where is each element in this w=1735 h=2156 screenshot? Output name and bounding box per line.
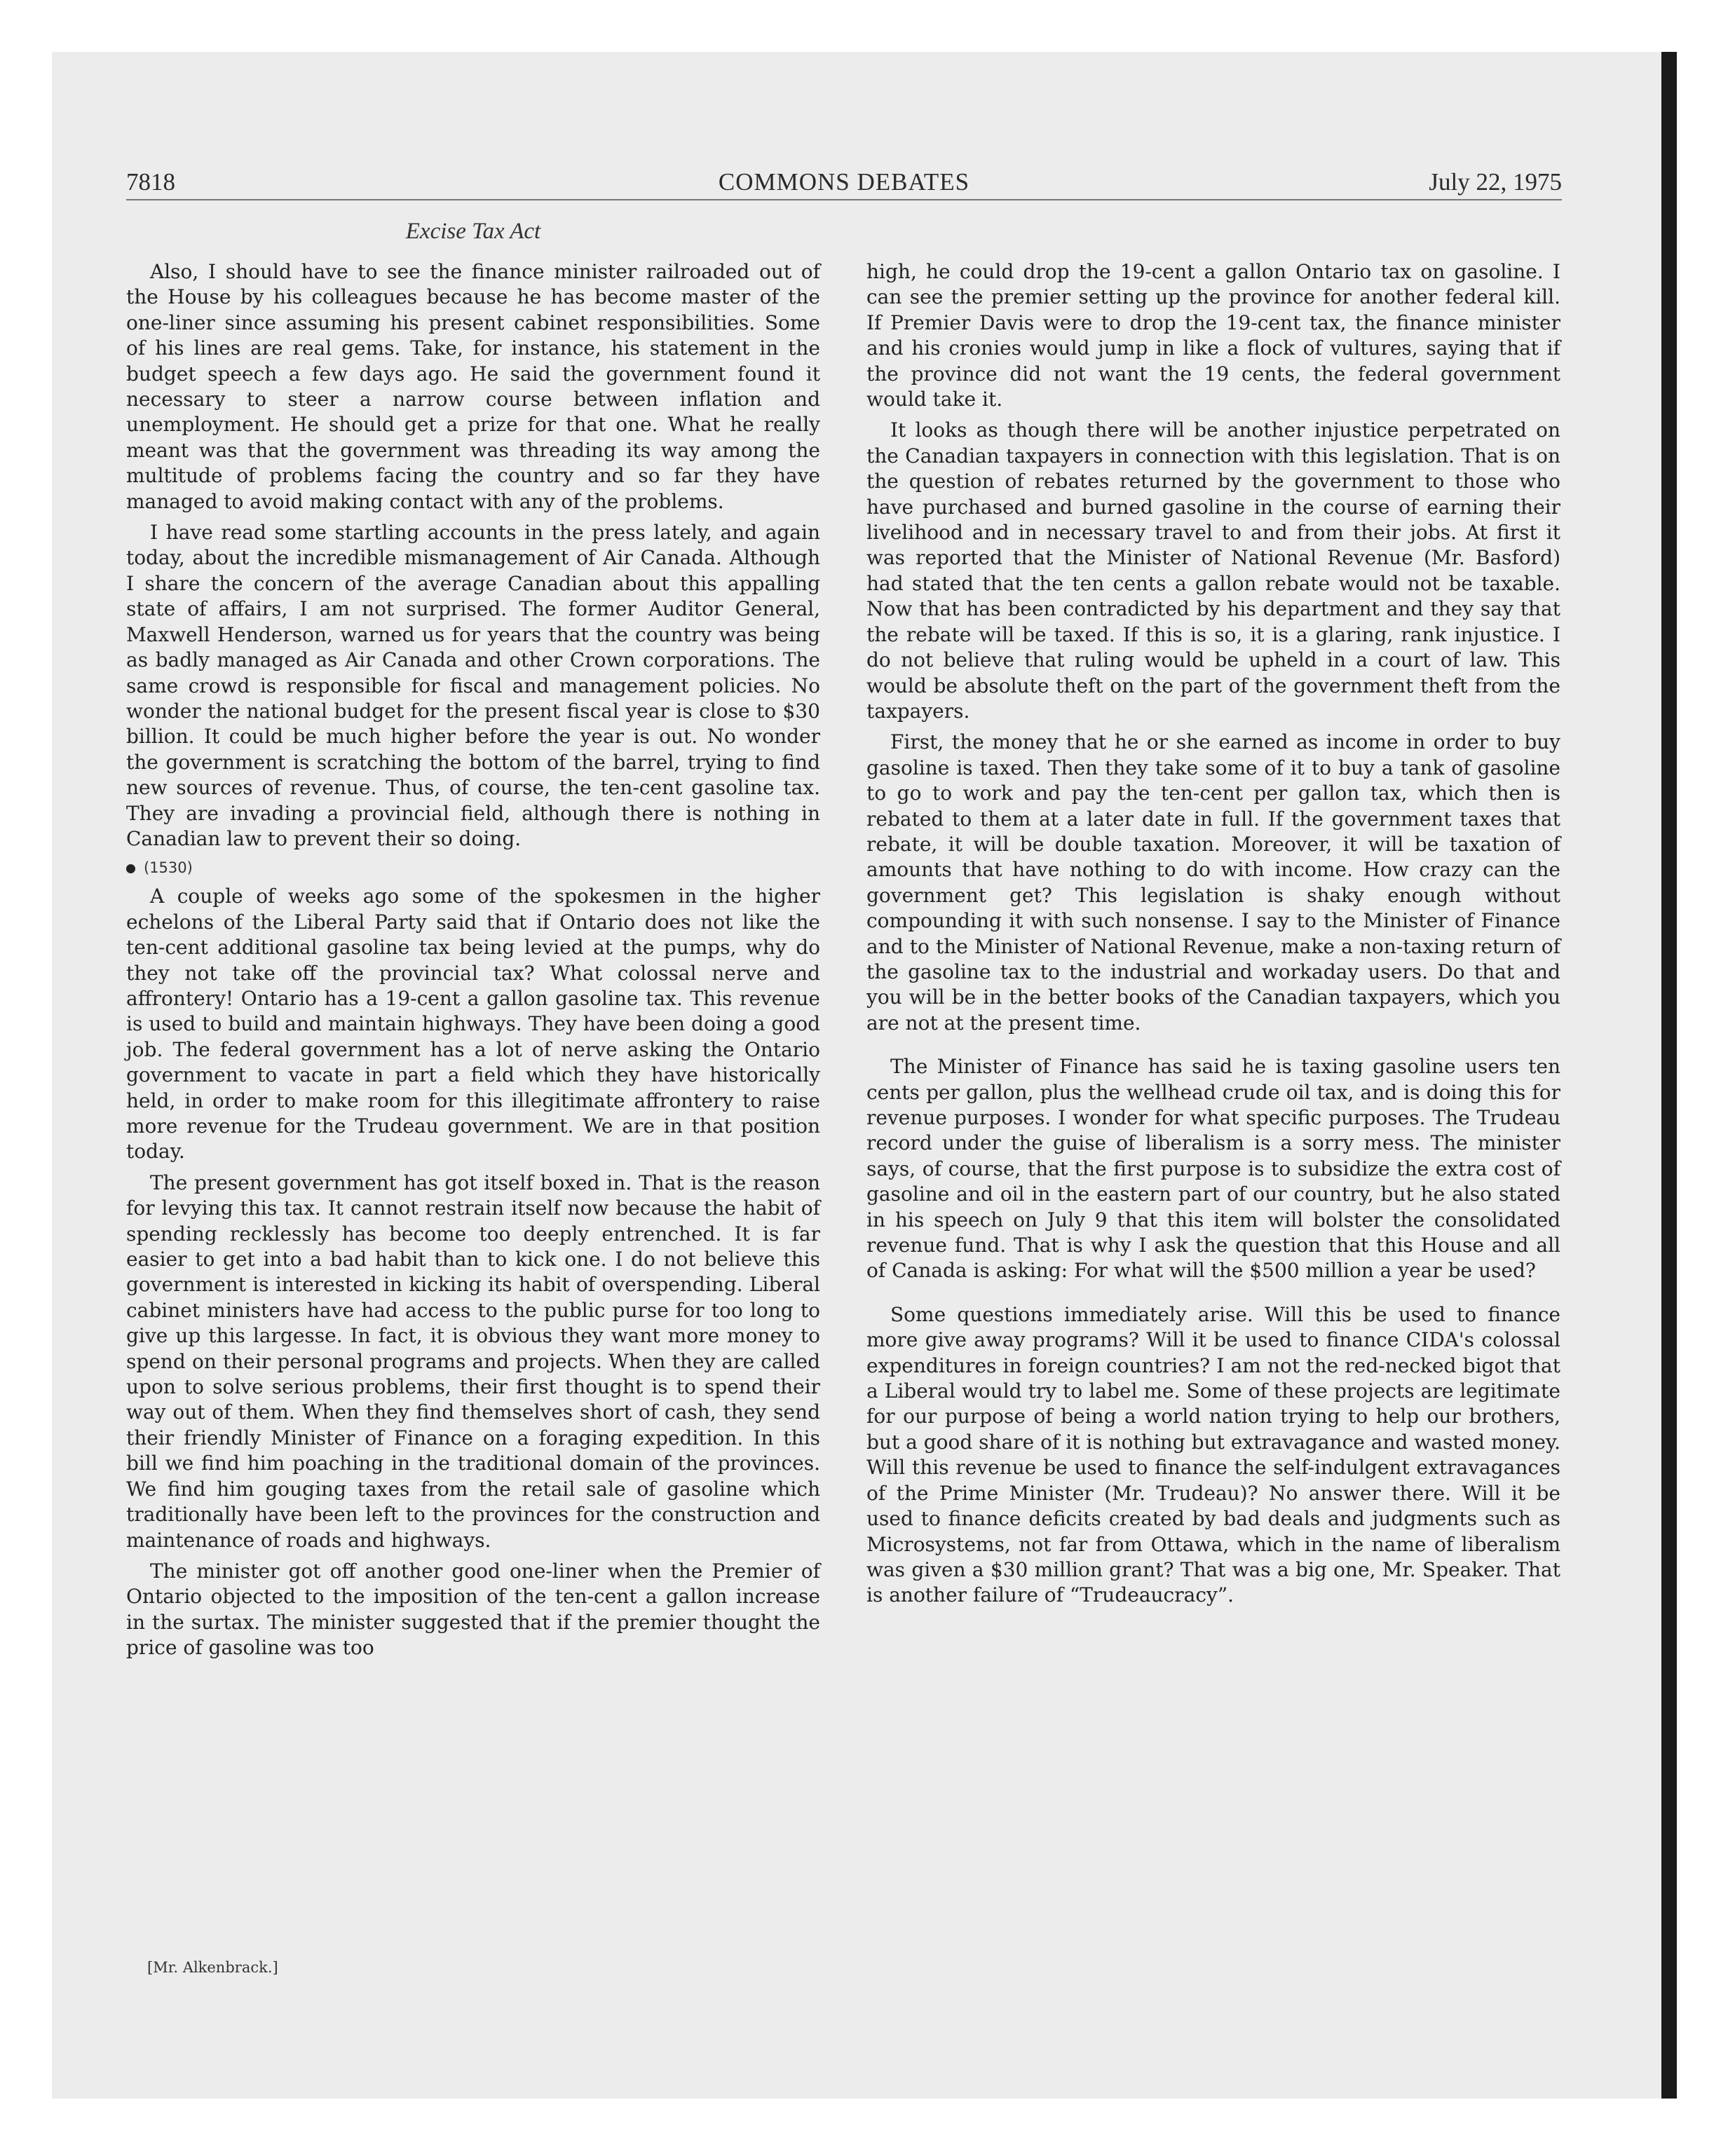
time-marker-label: (1530) xyxy=(144,859,193,877)
paragraph: A couple of weeks ago some of the spokesmen in the higher echelons of the Liberal Party said that if Ontario does not like the ten-cent additional gasoline tax being levied at the pumps, why do they not take off the provincial tax? What colossal nerve and affrontery! Ontario has a 19-cent a gallon gasoline tax. This revenue is used to build and maintain highways. They have been doing a good job. The federal government has a lot of nerve asking the Ontario government to vacate in part a field which they have historically held, in order to make room for this illegitimate affrontery to raise more revenue for the Trudeau government. We are in that position today. xyxy=(126,885,820,1164)
paragraph: It looks as though there will be another injustice perpetrated on the Canadian taxpayers in connection with this legislation. That is on the question of rebates returned by the government to those who have purchased and burned gasoline in the course of earning their livelihood and in necessary travel to and from their jobs. At first it was reported that the Minister of National Revenue (Mr. Basford) had stated that the ten cents a gallon rebate would not be taxable. Now that has been contradicted by his department and they say that the rebate will be taxed. If this is so, it is a glaring, rank injustice. I do not believe that ruling would be upheld in a court of law. This would be absolute theft on the part of the government theft from the taxpayers. xyxy=(866,418,1560,723)
paragraph: The Minister of Finance has said he is taxing gasoline users ten cents per gallon, plus the wellhead crude oil tax, and is doing this for revenue purposes. I wonder for what specific purposes. The Trudeau record under the guise of liberalism is a sorry mess. The minister says, of course, that the first purpose is to subsidize the extra cost of gasoline and oil in the eastern part of our country, but he also stated in his speech on July 9 that this item will bolster the consolidated revenue fund. That is why I ask the question that this House and all of Canada is asking: For what will the $500 million a year be used? xyxy=(866,1055,1560,1283)
paragraph: Also, I should have to see the finance minister railroaded out of the House by his colleagues because he has become master of the one-liner since assuming his present cabinet responsibilities. Some of his lines are real gems. Take, for instance, his statement in the budget speech a few days ago. He said the government found it necessary to steer a narrow course between inflation and unemployment. He should get a prize for that one. What he really meant was that the government was threading its way among the multitude of problems facing the country and so far they have managed to avoid making contact with any of the problems. xyxy=(126,260,820,513)
right-column xyxy=(866,259,1560,1614)
bullet-icon xyxy=(126,864,135,873)
page-header xyxy=(126,168,1562,200)
paragraph-continuation: high, he could drop the 19-cent a gallon Ontario tax on gasoline. I can see the premier setting up the province for another federal kill. If Premier Davis were to drop the 19-cent tax, the finance minister and his cronies would jump in like a flock of vultures, saying that if the province did not want the 19 cents, the federal government would take it. xyxy=(866,260,1560,411)
paragraph: First, the money that he or she earned as income in order to buy gasoline is taxed. Then they take some of it to buy a tank of gasoline to go to work and pay the ten-cent per gallon tax, which then is rebated to them at a later date in full. If the government taxes that rebate, it will be double taxation. Moreover, it will be taxation of amounts that have nothing to do with income. How crazy can the government get? This legislation is shaky enough without compounding it with such nonsense. I say to the Minister of Finance and to the Minister of National Revenue, make a non-taxing return of the gasoline tax to the industrial and workaday users. Do that and you will be in the better books of the Canadian taxpayers, which you are not at the present time. xyxy=(866,730,1560,1035)
paragraph: Some questions immediately arise. Will this be used to finance more give away programs? Will it be used to finance CIDA's colossal expenditures in foreign countries? I am not the red-necked bigot that a Liberal would try to label me. Some of these projects are legitimate for our purpose of being a world nation trying to help our brothers, but a good share of it is nothing but extravagance and wasted money. Will this revenue be used to finance the self-indulgent extravagances of the Prime Minister (Mr. Trudeau)? No answer there. Will it be used to finance deficits created by bad deals and judgments such as Microsystems, not far from Ottawa, which in the name of liberalism was given a $30 million grant? That was a big one, Mr. Speaker. That is another failure of “Trudeaucracy”. xyxy=(866,1302,1560,1607)
paragraph: I have read some startling accounts in the press lately, and again today, about the incredible mismanagement of Air Canada. Although I share the concern of the average Canadian about this appalling state of affairs, I am not surprised. The former Auditor General, Maxwell Henderson, warned us for years that the country was being as badly managed as Air Canada and other Crown corporations. The same crowd is responsible for fiscal and management policies. No wonder the national budget for the present fiscal year is close to $30 billion. It could be much higher before the year is out. No wonder the government is scratching the bottom of the barrel, trying to find new sources of revenue. Thus, of course, the ten-cent gasoline tax. They are invading a provincial field, although there is nothing in Canadian law to prevent their so doing. xyxy=(126,521,820,850)
header-rule xyxy=(126,199,1562,200)
publication-title: COMMONS DEBATES xyxy=(718,168,970,196)
speaker-note: [Mr. Alkenbrack.] xyxy=(147,1959,278,1976)
paragraph: The minister got off another good one-liner when the Premier of Ontario objected to the imposition of the ten-cent a gallon increase in the surtax. The minister suggested that if the premier thought the price of gasoline was too xyxy=(126,1559,820,1660)
time-marker xyxy=(126,857,820,878)
paragraph: The present government has got itself boxed in. That is the reason for levying this tax. It cannot restrain itself now because the habit of spending recklessly has become too deeply entrenched. It is far easier to get into a bad habit than to kick one. I do not believe this government is interested in kicking its habit of overspending. Liberal cabinet ministers have had access to the public purse for too long to give up this largesse. In fact, it is obvious they want more money to spend on their personal programs and projects. When they are called upon to solve serious problems, their first thought is to spend their way out of them. When they find themselves short of cash, they send their friendly Minister of Finance on a foraging expedition. In this bill we find him poaching in the traditional domain of the provinces. We find him gouging taxes from the retail sale of gasoline which traditionally have been left to the provinces for the construction and maintenance of roads and highways. xyxy=(126,1171,820,1552)
left-column xyxy=(126,259,820,1667)
section-title: Excise Tax Act xyxy=(405,219,541,244)
publication-date: July 22, 1975 xyxy=(1429,168,1562,196)
scan-edge-bar xyxy=(1661,52,1677,2099)
page-number: 7818 xyxy=(126,168,175,196)
